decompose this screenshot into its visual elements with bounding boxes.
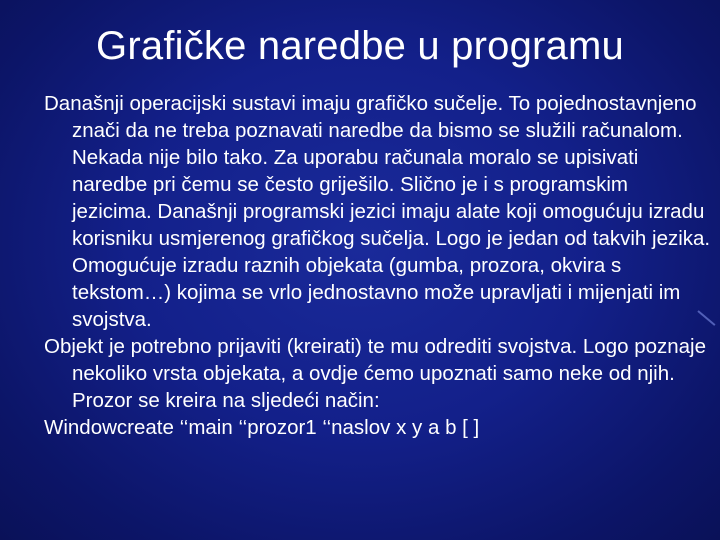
slide-body	[44, 90, 712, 441]
slide-title: Grafičke naredbe u programu	[96, 24, 624, 68]
windowcreate-syntax: Windowcreate ‘‘main ‘‘prozor1 ‘‘naslov x y a b [ ]	[44, 416, 480, 439]
paragraph-graphical-interface: Današnji operacijski sustavi imaju grafičko sučelje. To pojednostavnjeno znači da ne treba poznavati naredbe da bismo se služili računalom. Nekada nije bilo tako. Za uporabu računala moralo se upisivati naredbe pri čemu se često griješilo. Slično je i s programskim jezicima. Današnji programski jezici imaju alate koji omogućuju izradu korisniku usmjerenog grafičkog sučelja. Logo je jedan od takvih jezika. Omogućuje izradu raznih objekata (gumba, prozora, okvira s tekstom…) kojima se vrlo jednostavno može upravljati i mijenjati im svojstva.	[44, 92, 711, 331]
paragraph-objects: Objekt je potrebno prijaviti (kreirati) te mu odrediti svojstva. Logo poznaje nekoliko vrsta objekata, a ovdje ćemo upoznati samo neke od njih. Prozor se kreira na sljedeći način:	[44, 335, 707, 412]
